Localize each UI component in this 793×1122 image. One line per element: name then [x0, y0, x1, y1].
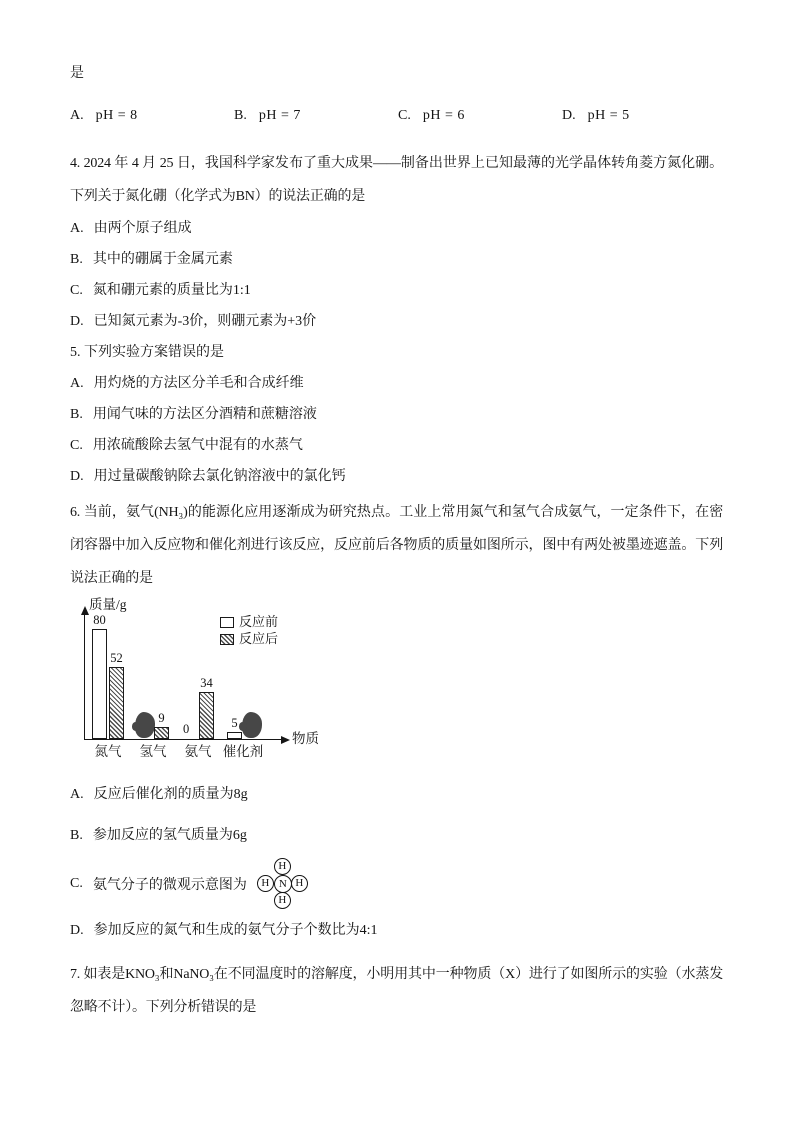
ammonia-molecule-diagram	[253, 854, 313, 914]
y-axis	[84, 615, 85, 739]
question-6-option-d	[70, 915, 723, 946]
question-3-option-b	[234, 101, 398, 131]
question-4-stem: 4. 2024 年 4 月 25 日，我国科学家发布了重大成果——制备出世界上已知最薄的光学晶体转角菱方氮化硼。下列关于氮化硼（化学式为BN）的说法正确的是	[70, 156, 723, 204]
legend-swatch	[220, 617, 234, 628]
option-value: pH = 8	[95, 108, 138, 123]
option-text: 用闻气味的方法区分酒精和蔗糖溶液	[92, 407, 317, 422]
option-label: D.	[562, 108, 576, 123]
chart-bar	[227, 732, 242, 739]
question-6-option-a	[70, 779, 723, 810]
hydrogen-atom-top: H	[274, 858, 291, 875]
option-text: 由两个原子组成	[93, 221, 192, 236]
category-label: 氮气	[94, 744, 122, 759]
question-4-option-d	[70, 306, 723, 337]
x-axis	[84, 739, 281, 740]
question-6-option-c	[70, 853, 723, 915]
option-value: pH = 6	[422, 108, 465, 123]
option-label: A.	[70, 376, 84, 391]
chart-bar	[199, 692, 214, 739]
option-label: B.	[234, 108, 247, 123]
question-3-option-d	[562, 101, 630, 131]
option-text: 反应后催化剂的质量为8g	[93, 787, 248, 802]
chart-bar	[154, 727, 169, 739]
question-3-option-a	[70, 101, 234, 131]
option-text: 其中的硼属于金属元素	[92, 252, 233, 267]
x-axis-arrow-icon	[281, 736, 290, 744]
x-axis-label: 物质	[292, 731, 319, 746]
option-text: 氨气分子的微观示意图为	[92, 878, 247, 893]
question-stem-tail: 是	[70, 66, 84, 81]
question-5-option-c	[70, 430, 723, 461]
option-text: 用过量碳酸钠除去氯化钠溶液中的氯化钙	[93, 469, 346, 484]
option-text: 氮和硼元素的质量比为1:1	[92, 283, 251, 298]
question-4-option-c	[70, 275, 723, 306]
option-label: B.	[70, 252, 83, 267]
option-label: A.	[70, 787, 84, 802]
option-label: D.	[70, 469, 84, 484]
question-5-stem: 5. 下列实验方案错误的是	[70, 345, 224, 360]
bar-value-label: 9	[158, 711, 165, 725]
option-label: B.	[70, 407, 83, 422]
option-label: C.	[398, 108, 411, 123]
option-label: C.	[70, 283, 83, 298]
bar-value-label: 5	[231, 716, 238, 730]
hydrogen-atom-bottom: H	[274, 892, 291, 909]
option-label: D.	[70, 923, 84, 938]
question-5-option-d	[70, 461, 723, 492]
category-label: 氢气	[139, 744, 167, 759]
category-label: 催化剂	[222, 744, 264, 759]
option-value: pH = 7	[258, 108, 301, 123]
question-6-option-b	[70, 820, 723, 851]
option-label: C.	[70, 438, 83, 453]
option-value: pH = 5	[587, 108, 630, 123]
legend-label: 反应前	[239, 614, 279, 629]
ink-blob	[242, 712, 262, 738]
option-text: 参加反应的氢气质量为6g	[92, 828, 247, 843]
question-4-option-a	[70, 213, 723, 244]
question-7-stem: 7. 如表是KNO₃和NaNO₃在不同温度时的溶解度，小明用其中一种物质（X）进行了如图所示的实验（水蒸发忽略不计）。下列分析错误的是	[70, 967, 723, 1015]
question-6-stem: 6. 当前，氨气(NH₃)的能源化应用逐渐成为研究热点。工业上常用氮气和氢气合成氨气，一定条件下，在密闭容器中加入反应物和催化剂进行该反应，反应前后各物质的质量如图所示，图中有两处被墨迹遮盖。下列说法正确的是	[70, 505, 723, 586]
question-3-option-c	[398, 101, 562, 131]
bar-value-label: 34	[200, 676, 213, 690]
legend-swatch	[220, 634, 234, 645]
bar-value-label: 80	[93, 613, 106, 627]
hydrogen-atom-left: H	[257, 875, 274, 892]
question-5-option-a	[70, 368, 723, 399]
option-text: 已知氮元素为-3价，则硼元素为+3价	[93, 314, 317, 329]
option-label: B.	[70, 828, 83, 843]
question-3-options-row	[70, 101, 723, 131]
nitrogen-atom: N	[274, 875, 292, 893]
chart-bar	[109, 667, 124, 739]
question-5-option-b	[70, 399, 723, 430]
bar-value-label: 52	[110, 651, 123, 665]
legend-label: 反应后	[239, 631, 279, 646]
option-text: 用灼烧的方法区分羊毛和合成纤维	[93, 376, 304, 391]
q6-mass-bar-chart	[72, 599, 382, 769]
option-label: C.	[70, 876, 83, 891]
option-label: A.	[70, 108, 84, 123]
category-label: 氨气	[184, 744, 212, 759]
hydrogen-atom-right: H	[291, 875, 308, 892]
option-label: A.	[70, 221, 84, 236]
option-text: 参加反应的氮气和生成的氨气分子个数比为4:1	[93, 923, 378, 938]
chart-bar	[92, 629, 107, 739]
option-label: D.	[70, 314, 84, 329]
bar-value-label: 0	[183, 722, 190, 736]
question-4-option-b	[70, 244, 723, 275]
y-axis-label: 质量/g	[89, 597, 127, 612]
option-text: 用浓硫酸除去氢气中混有的水蒸气	[92, 438, 303, 453]
